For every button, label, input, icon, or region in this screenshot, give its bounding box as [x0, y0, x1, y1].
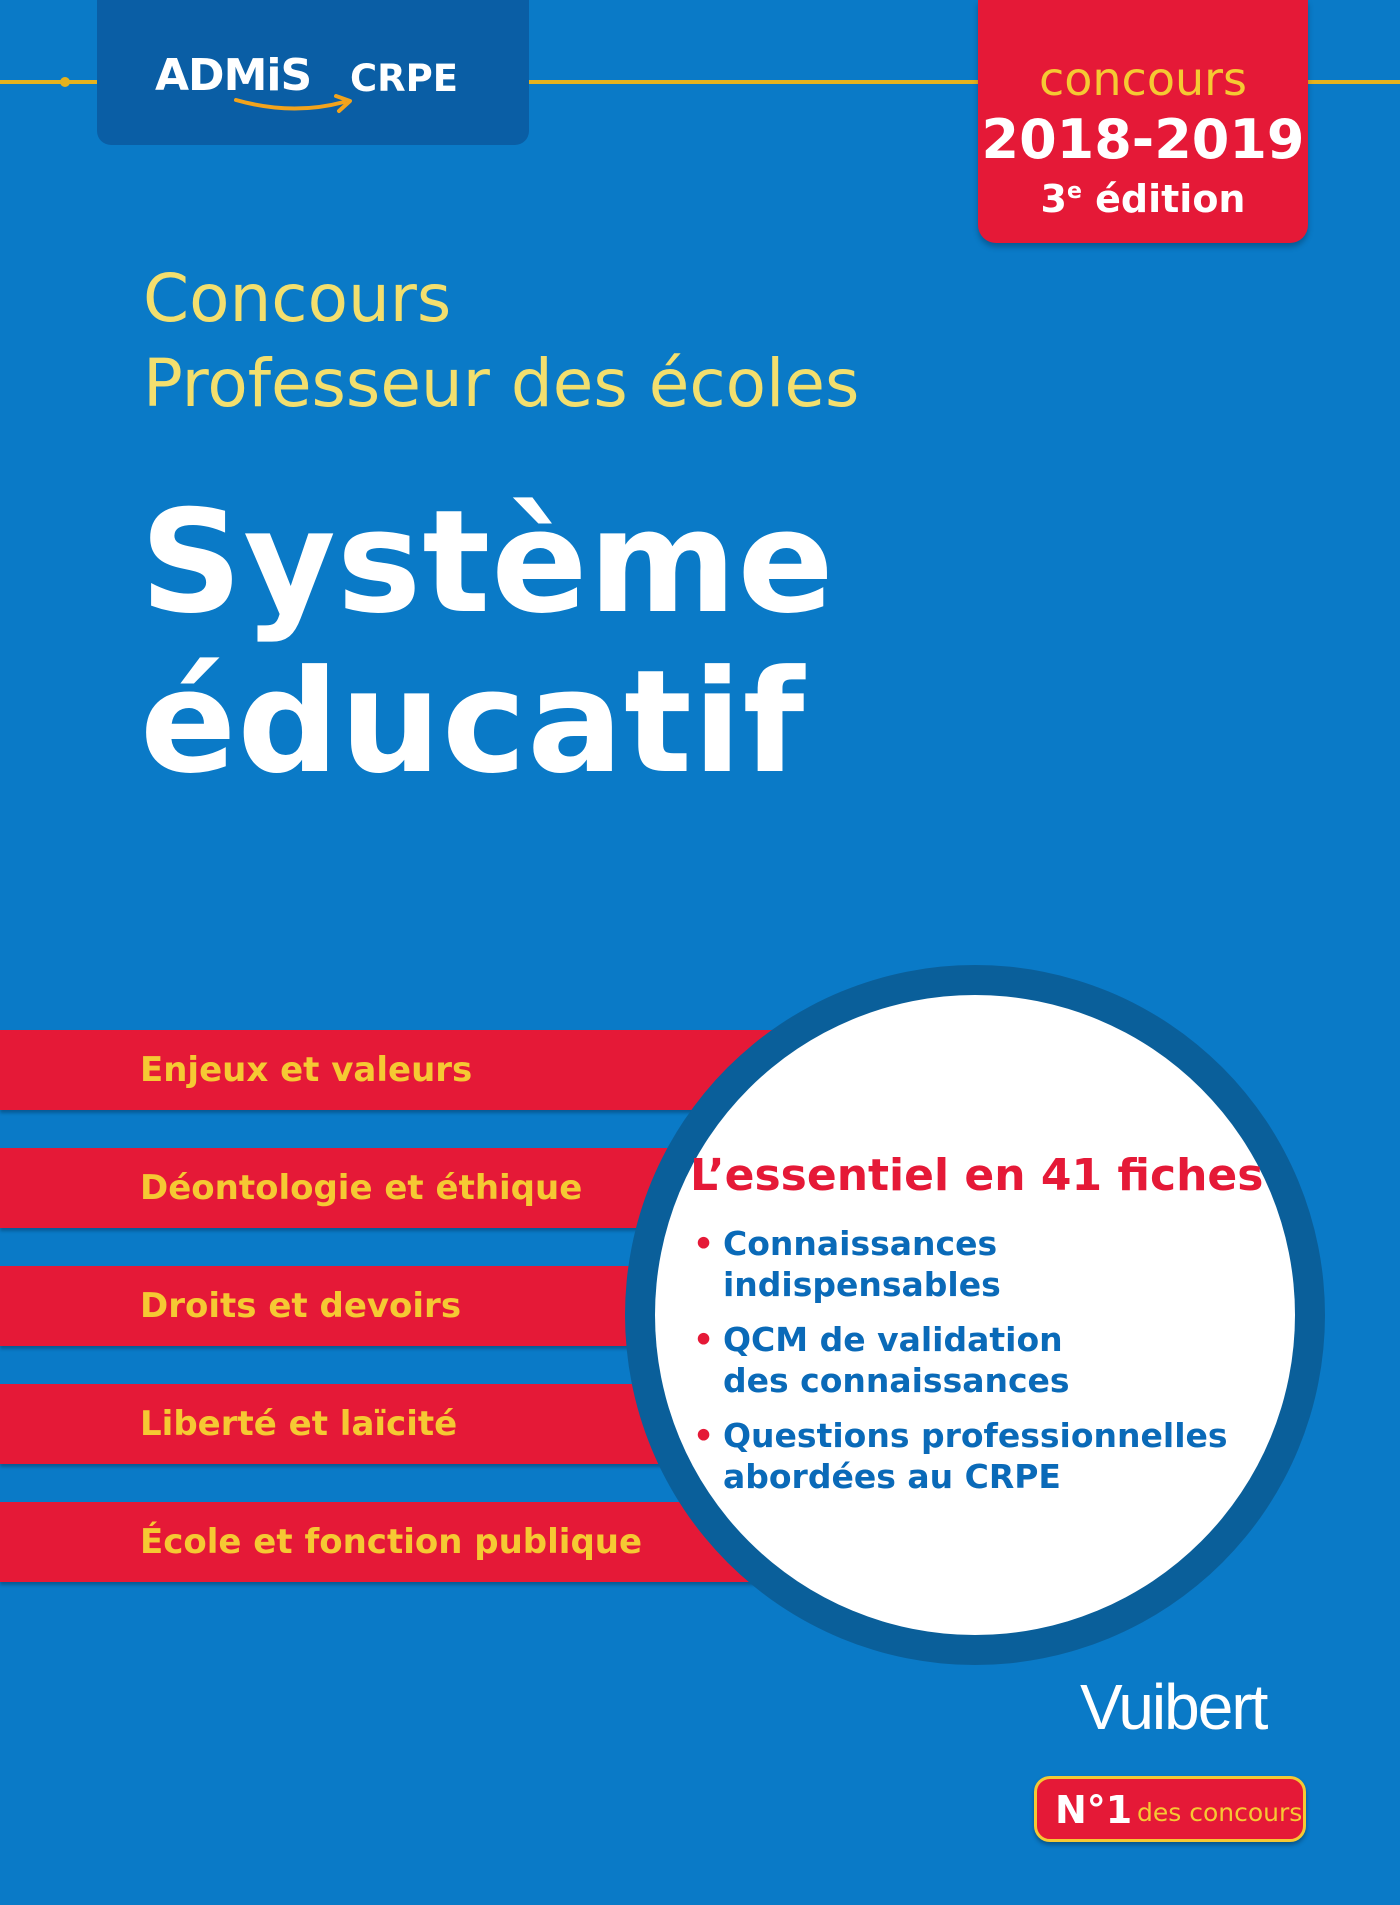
series-logo: [97, 0, 529, 145]
essentials-list: [693, 1223, 1253, 1511]
list-item: [693, 1319, 1253, 1401]
bullet-line: Questions professionnelles: [723, 1416, 1228, 1455]
publisher-badge: [1034, 1776, 1306, 1842]
topic-label: Enjeux et valeurs: [140, 1050, 473, 1090]
edition-suffix: e: [1066, 179, 1082, 204]
bullet-dot-icon: •: [693, 1224, 715, 1263]
badge-text: des concours: [1137, 1798, 1303, 1827]
essentials-heading: L’essentiel en 41 fiches: [690, 1150, 1264, 1201]
bullet-line: QCM de validation: [723, 1320, 1063, 1359]
bullet-line: des connaissances: [723, 1361, 1070, 1400]
badge-word: concours: [1038, 52, 1248, 106]
title-line-2: éducatif: [140, 640, 806, 805]
topic-label: Liberté et laïcité: [140, 1404, 458, 1444]
kicker-line-1: Concours: [143, 260, 452, 337]
logo-brand: ADMiS: [155, 50, 312, 101]
badge-edition: [978, 177, 1308, 221]
badge-years: 2018-2019: [981, 108, 1305, 171]
contest-year-badge: [978, 0, 1308, 243]
topic-band: [0, 1502, 790, 1582]
edition-word: édition: [1095, 177, 1246, 221]
kicker-line-2: Professeur des écoles: [143, 345, 860, 422]
bullet-line: Connaissances indispensables: [723, 1224, 1001, 1304]
topic-band: [0, 1030, 790, 1110]
logo-swoosh-icon: [232, 92, 357, 118]
list-item: [693, 1223, 1253, 1305]
bullet-line: abordées au CRPE: [723, 1457, 1061, 1496]
publisher-logo: Vuibert: [1080, 1671, 1267, 1743]
badge-number: N°1: [1055, 1788, 1133, 1832]
topic-label: Droits et devoirs: [140, 1286, 462, 1326]
bullet-dot-icon: •: [693, 1416, 715, 1455]
list-item: [693, 1415, 1253, 1497]
topic-label: École et fonction publique: [140, 1522, 643, 1562]
logo-series: CRPE: [350, 57, 459, 100]
title-line-1: Système: [140, 480, 835, 645]
rule-dot: [60, 77, 70, 87]
topic-label: Déontologie et éthique: [140, 1168, 583, 1208]
bullet-dot-icon: •: [693, 1320, 715, 1359]
edition-number: 3: [1040, 177, 1067, 221]
